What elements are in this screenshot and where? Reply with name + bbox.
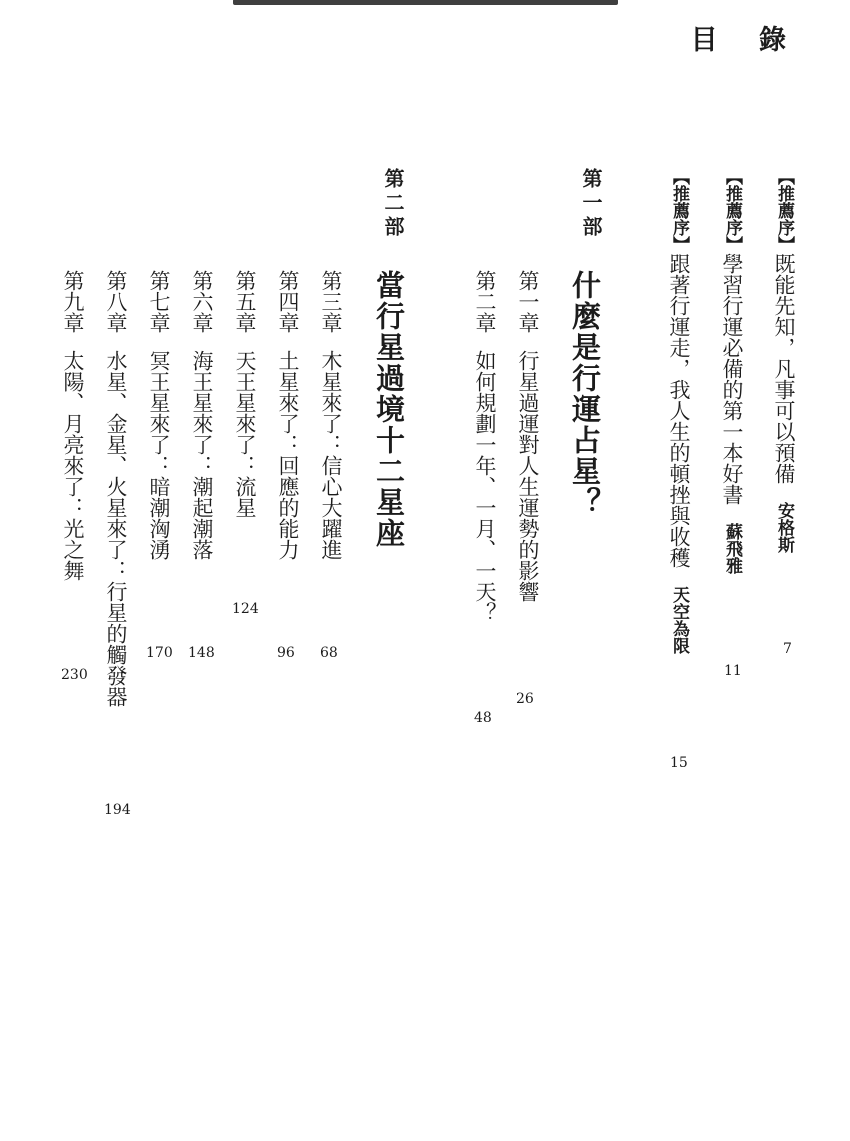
toc-entry-preface-2[interactable] [721,168,742,574]
page-number: 194 [104,802,131,818]
page-number: 148 [188,645,215,661]
page-number: 230 [61,667,88,683]
chapter-title: 海王星來了：潮起潮落 [190,350,214,560]
chapter-label: 第三章 [319,270,343,333]
chapter-title: 冥王星來了：暗潮洶湧 [147,350,171,560]
part-title[interactable]: 當行星過境十二星座 [372,270,406,549]
preface-title: 跟著行運走，我人生的頓挫與收穫 [667,253,691,568]
toc-entry-chapter-5[interactable] [234,270,255,518]
chapter-label: 第一章 [516,270,540,333]
page-number: 170 [146,645,173,661]
toc-entry-chapter-9[interactable] [62,270,83,581]
toc-entry-preface-1[interactable] [773,168,794,553]
chapter-title: 木星來了：信心大躍進 [319,350,343,560]
preface-prefix: 【推薦序】 [722,168,742,253]
chapter-label: 第五章 [233,270,257,333]
chapter-label: 第九章 [61,270,85,333]
page-number: 68 [320,645,338,661]
chapter-title: 行星過運對人生運勢的影響 [516,350,540,602]
chapter-label: 第二章 [473,270,497,333]
chapter-title: 天王星來了：流星 [233,350,257,518]
page-number: 124 [232,601,259,617]
preface-prefix: 【推薦序】 [774,168,794,253]
page-number: 96 [277,645,295,661]
toc-entry-preface-3[interactable] [668,168,689,654]
preface-author: 安格斯 [774,502,794,553]
part-label: 第二部 [381,168,405,240]
toc-entry-chapter-3[interactable] [320,270,341,560]
toc-entry-chapter-1[interactable] [517,270,538,602]
preface-title: 學習行運必備的第一本好書 [720,253,744,505]
preface-title: 既能先知，凡事可以預備 [772,253,796,484]
chapter-title: 如何規劃一年、一月、一天？ [473,350,497,623]
page-number: 7 [783,641,792,657]
chapter-title: 水星、金星、火星來了：行星的觸發器 [104,350,128,707]
chapter-title: 太陽、月亮來了：光之舞 [61,350,85,581]
toc-entry-chapter-6[interactable] [191,270,212,560]
preface-prefix: 【推薦序】 [669,168,689,253]
chapter-title: 土星來了：回應的能力 [276,350,300,560]
page-number: 48 [474,710,492,726]
preface-author: 天空為限 [669,586,689,654]
toc-entry-chapter-4[interactable] [277,270,298,560]
part-label: 第一部 [579,168,603,240]
top-margin-text-strip [0,0,850,8]
chapter-label: 第八章 [104,270,128,333]
page-number: 26 [516,691,534,707]
toc-entry-chapter-2[interactable] [474,270,495,623]
page-number: 15 [670,755,688,771]
page-title: 目 錄 [690,25,802,56]
toc-entry-chapter-8[interactable] [105,270,126,707]
page-number: 11 [724,663,742,679]
chapter-label: 第六章 [190,270,214,333]
preface-author: 蘇飛雅 [722,523,742,574]
chapter-label: 第四章 [276,270,300,333]
part-title[interactable]: 什麼是行運占星？ [568,270,602,518]
chapter-label: 第七章 [147,270,171,333]
toc-entry-chapter-7[interactable] [148,270,169,560]
